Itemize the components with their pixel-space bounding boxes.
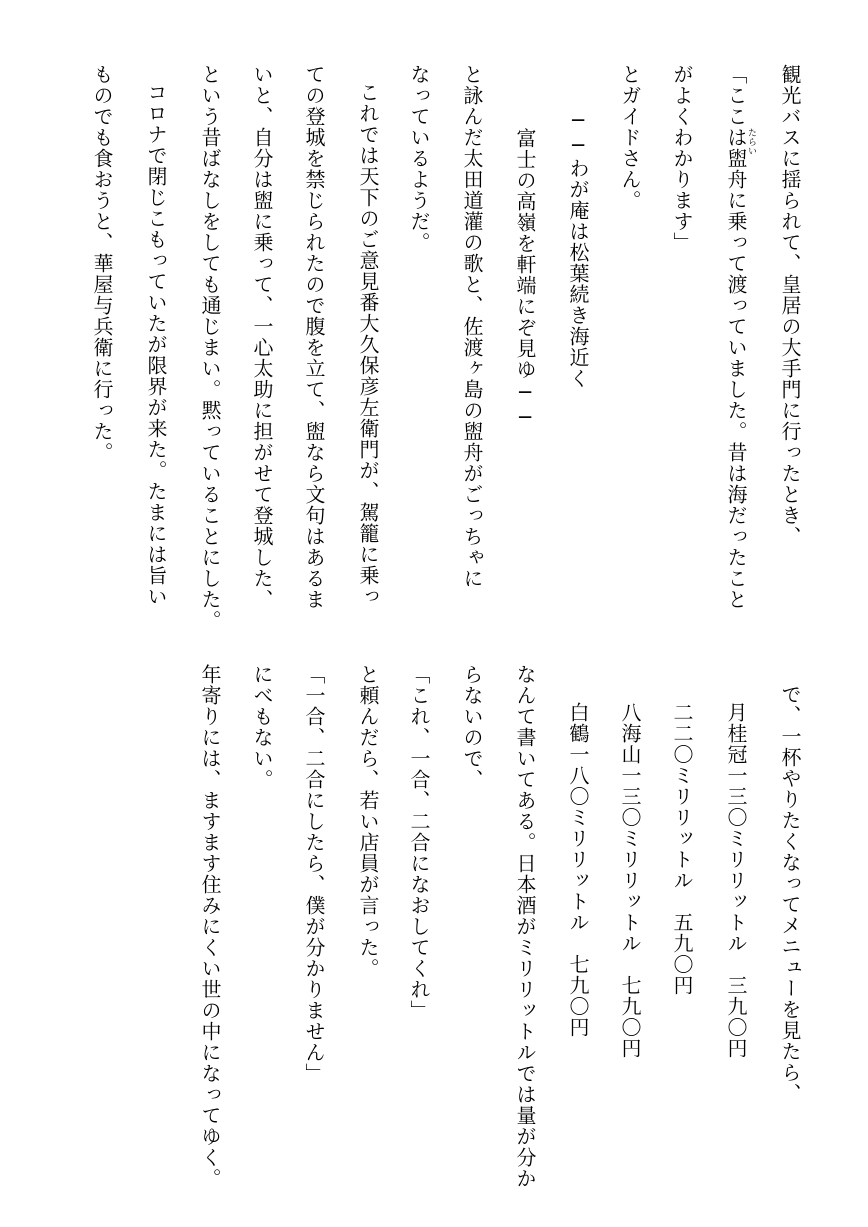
text-line: 年寄りには、ますます住みにくい世の中になってゆく。 [198,664,222,1189]
text-line: 八海山一三〇ミリリットル 七九〇円 [618,702,642,1059]
text-line: と詠んだ太田道灌の歌と、佐渡ヶ島の盥舟がごっちゃに [460,64,484,589]
text-line: ものでも食おうと、華屋与兵衛に行った。 [90,64,114,463]
text-line: なっているようだ。 [407,64,431,253]
text-line: がよくわかります」 [670,64,694,253]
text-line: で、一杯やりたくなってメニューを見たら、 [778,684,802,1104]
text-line: 「これ、一合、二合になおしてくれ」 [407,664,431,1021]
text-line: ての登城を禁じられたので腹を立て、盥なら文句はあるま [302,64,326,610]
text-line: とガイドさん。 [618,64,642,211]
text-line: らないので、 [460,664,484,790]
text-line: 「一合、二合にしたら、僕が分かりません」 [302,664,326,1084]
ruby-annotation: たらい [746,128,756,155]
text-line: コロナで閉じこもっていたが限界が来た。たまには旨い [144,82,168,607]
text-line: いと、自分は盥に乗って、一心太助に担がせて登城した、 [250,64,274,610]
text-line: という昔ばなしをしても通じまい。黙っていることにした。 [198,64,222,631]
text-line: と頼んだら、若い店員が言った。 [356,664,380,979]
text-line: 白鶴一八〇ミリリットル 七九〇円 [566,702,590,1038]
text-line: ──わが庵は松葉続き海近く [566,108,590,389]
text-line: なんて書いてある。日本酒がミリリットルでは量が分か [513,664,537,1189]
text-line: 観光バスに揺られて、皇居の大手門に行ったとき、 [778,64,802,547]
text-line: にべもない。 [250,664,274,790]
text-line: 月桂冠一三〇ミリリットル 三九〇円 [724,702,748,1059]
text-line: これでは天下のご意見番大久保彦左衛門が、駕籠に乗っ [356,82,380,607]
text-line: 「ここは盥舟に乗って渡っていました。昔は海だったこと [724,64,748,610]
text-line: 二二〇ミリリットル 五九〇円 [670,702,694,996]
text-line: 富士の高嶺を軒端にぞ見ゆ── [513,128,537,430]
